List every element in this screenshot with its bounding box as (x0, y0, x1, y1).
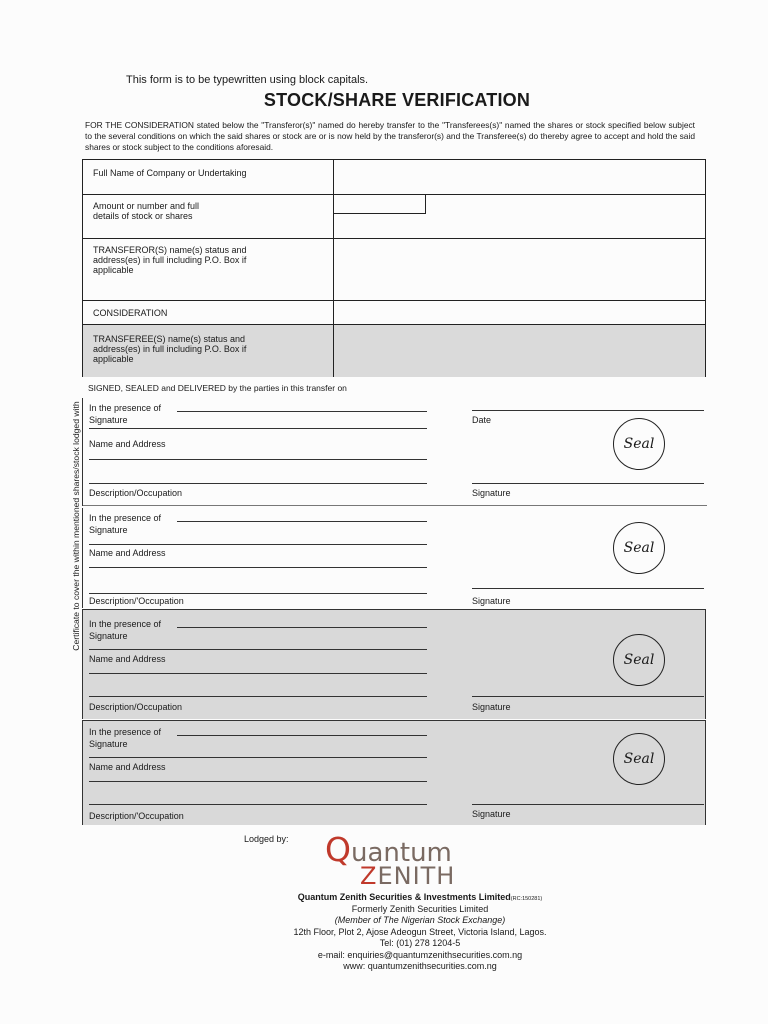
description-label: Description/'Occupation (89, 596, 184, 606)
form-title: STOCK/SHARE VERIFICATION (263, 90, 531, 110)
transferor-label: TRANSFEROR(S) name(s) status and address(es) in full including P.O. Box if applicable (93, 245, 247, 275)
member-text: (Member of The Nigerian Stock Exchange) (334, 915, 506, 925)
company-row (83, 160, 705, 194)
signature-right-label: Signature (472, 809, 511, 819)
signature-label: Signature (89, 739, 128, 749)
company-logo-quantum: Quantum (325, 830, 452, 869)
amount-label: Amount or number and full details of stock or shares (93, 201, 200, 221)
signature-right-label: Signature (472, 596, 511, 606)
tel-text: Tel: (01) 278 1204-5 (379, 938, 461, 948)
consideration-label: CONSIDERATION (93, 308, 168, 318)
seal-stamp: Seal (613, 733, 665, 785)
signature-right-label: Signature (472, 702, 511, 712)
website-text: www: quantumzenithsecurities.com.ng (343, 961, 497, 971)
amount-row (83, 194, 705, 238)
transferee-label: TRANSFEREE(S) name(s) status and address(es) in full including P.O. Box if applicable (93, 334, 247, 364)
signature-label: Signature (89, 525, 128, 535)
name-address-label: Name and Address (89, 654, 166, 664)
transferor-row (83, 238, 705, 300)
rc-number: (RC:150281) (510, 896, 543, 902)
formerly-text: Formerly Zenith Securities Limited (351, 904, 489, 914)
transfer-details-table (82, 159, 706, 377)
description-label: Description/'Occupation (89, 811, 184, 821)
description-label: Description/Occupation (89, 488, 183, 498)
seal-stamp: Seal (613, 634, 665, 686)
seal-stamp: Seal (613, 418, 665, 470)
transferee-row (83, 324, 705, 377)
address-text: 12th Floor, Plot 2, Ajose Adeogun Street, Victoria Island, Lagos. (293, 927, 547, 937)
signature-label: Signature (89, 415, 128, 425)
presence-label: In the presence of (89, 727, 162, 737)
company-logo-zenith: ZENITH (360, 862, 456, 890)
signed-sealed-text: SIGNED, SEALED and DELIVERED by the parties in this transfer on (88, 383, 347, 393)
witness-block-2 (82, 508, 706, 608)
email-text: e-mail: enquiries@quantumzenithsecurities.com.ng (317, 950, 523, 960)
description-label: Description/Occupation (89, 702, 183, 712)
signature-right-label: Signature (472, 488, 511, 498)
presence-label: In the presence of (89, 403, 162, 413)
witness-block-3 (82, 609, 706, 719)
witness-block-1 (82, 398, 706, 506)
form-instruction: This form is to be typewritten using block capitals. (126, 74, 369, 86)
side-vertical-text: Certificate to cover the within mentioned shares/stock lodged with (71, 401, 81, 651)
name-address-label: Name and Address (89, 762, 166, 772)
lodged-by-label: Lodged by: (244, 834, 289, 844)
presence-label: In the presence of (89, 513, 162, 523)
name-address-label: Name and Address (89, 439, 166, 449)
amount-number-box[interactable] (333, 195, 426, 214)
consideration-row (83, 300, 705, 324)
company-name: Quantum Zenith Securities & Investments Limited(RC:150281) (297, 892, 543, 902)
seal-stamp: Seal (613, 522, 665, 574)
witness-block-4 (82, 720, 706, 825)
company-label: Full Name of Company or Undertaking (93, 168, 247, 178)
preamble-text: FOR THE CONSIDERATION stated below the "Transferor(s)" named do hereby transfer to the "Transferees(s)" named the shares or stock specified below subject to the several conditions on which the said shares or stock are or is now held by the transferor(s) and the Transferee(s) do thereby agree to accept and hold the said shares or stock subject to the conditions aforesaid. (85, 120, 695, 152)
signature-label: Signature (89, 631, 128, 641)
presence-label: In the presence of (89, 619, 162, 629)
name-address-label: Name and Address (89, 548, 166, 558)
date-label: Date (472, 415, 492, 425)
